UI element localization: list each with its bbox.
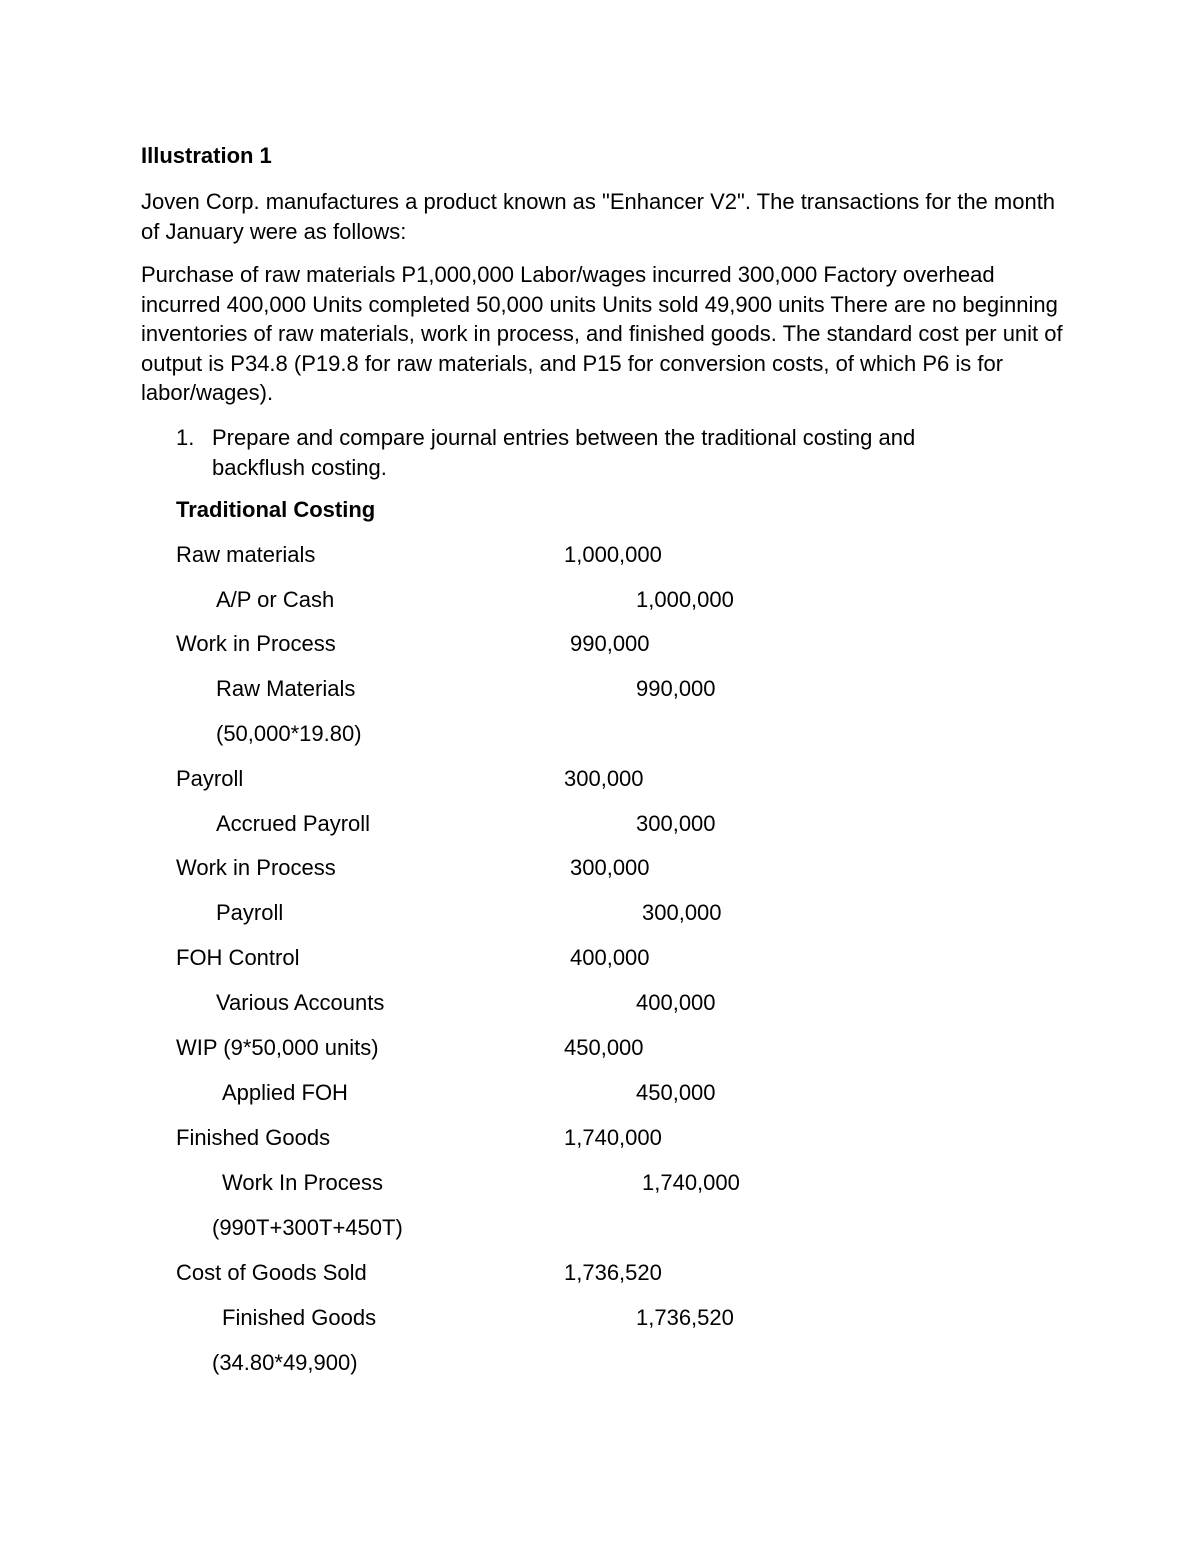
journal-row bbox=[0, 766, 1200, 796]
debit-account: Cost of Goods Sold bbox=[176, 1260, 367, 1285]
journal-row bbox=[0, 1305, 1200, 1335]
debit-account: Work in Process bbox=[176, 855, 336, 880]
journal-row bbox=[0, 855, 1200, 885]
debit-account: Raw materials bbox=[176, 542, 316, 567]
debit-account: Payroll bbox=[176, 766, 244, 791]
journal-row bbox=[0, 721, 1200, 751]
entry-note: (34.80*49,900) bbox=[212, 1350, 358, 1375]
journal-row bbox=[0, 1080, 1200, 1110]
journal-row bbox=[0, 1260, 1200, 1290]
debit-account: Finished Goods bbox=[176, 1125, 331, 1150]
journal-row bbox=[0, 1170, 1200, 1200]
section-title: Traditional Costing bbox=[176, 497, 376, 522]
credit-account: Various Accounts bbox=[216, 990, 385, 1015]
intro-paragraph: Joven Corp. manufactures a product known as "Enhancer V2". The transactions for the month of January were as follows: bbox=[141, 189, 1056, 244]
debit-amount: 450,000 bbox=[564, 1035, 644, 1060]
credit-account: Accrued Payroll bbox=[216, 811, 371, 836]
debit-amount: 300,000 bbox=[564, 766, 644, 791]
debit-amount: 990,000 bbox=[570, 631, 650, 656]
journal-row bbox=[0, 1350, 1200, 1380]
journal-row bbox=[0, 900, 1200, 930]
debit-account: Work in Process bbox=[176, 631, 336, 656]
list-text: Prepare and compare journal entries between the traditional costing and backflush costing. bbox=[212, 425, 916, 480]
debit-amount: 1,740,000 bbox=[564, 1125, 662, 1150]
debit-account: WIP (9*50,000 units) bbox=[176, 1035, 379, 1060]
credit-account: Applied FOH bbox=[222, 1080, 348, 1105]
credit-amount: 400,000 bbox=[636, 990, 716, 1015]
credit-amount: 450,000 bbox=[636, 1080, 716, 1105]
credit-amount: 300,000 bbox=[642, 900, 722, 925]
credit-amount: 1,736,520 bbox=[636, 1305, 734, 1330]
journal-row bbox=[0, 1125, 1200, 1155]
credit-amount: 990,000 bbox=[636, 676, 716, 701]
debit-amount: 1,000,000 bbox=[564, 542, 662, 567]
credit-amount: 1,000,000 bbox=[636, 587, 734, 612]
journal-row bbox=[0, 631, 1200, 661]
credit-amount: 1,740,000 bbox=[642, 1170, 740, 1195]
credit-account: Work In Process bbox=[222, 1170, 383, 1195]
credit-account: Payroll bbox=[216, 900, 284, 925]
journal-row bbox=[0, 990, 1200, 1020]
journal-row bbox=[0, 676, 1200, 706]
journal-row bbox=[0, 945, 1200, 975]
debit-amount: 300,000 bbox=[570, 855, 650, 880]
credit-amount: 300,000 bbox=[636, 811, 716, 836]
entry-note: (990T+300T+450T) bbox=[212, 1215, 403, 1240]
journal-row bbox=[0, 587, 1200, 617]
journal-row bbox=[0, 542, 1200, 572]
details-paragraph: Purchase of raw materials P1,000,000 Labor/wages incurred 300,000 Factory overhead incurred 400,000 Units completed 50,000 units Units sold 49,900 units There are no beginning inventories of raw materials, work in process, and finished goods. The standard cost per unit of output is P34.8 (P19.8 for raw materials, and P15 for conversion costs, of which P6 is for labor/wages). bbox=[141, 262, 1063, 405]
entry-note: (50,000*19.80) bbox=[216, 721, 362, 746]
debit-account: FOH Control bbox=[176, 945, 300, 970]
debit-amount: 400,000 bbox=[570, 945, 650, 970]
journal-row bbox=[0, 1215, 1200, 1245]
credit-account: Finished Goods bbox=[222, 1305, 377, 1330]
journal-row bbox=[0, 1035, 1200, 1065]
credit-account: Raw Materials bbox=[216, 676, 356, 701]
list-number: 1. bbox=[176, 425, 195, 450]
journal-row bbox=[0, 811, 1200, 841]
debit-amount: 1,736,520 bbox=[564, 1260, 662, 1285]
document-heading: Illustration 1 bbox=[141, 143, 272, 168]
credit-account: A/P or Cash bbox=[216, 587, 335, 612]
